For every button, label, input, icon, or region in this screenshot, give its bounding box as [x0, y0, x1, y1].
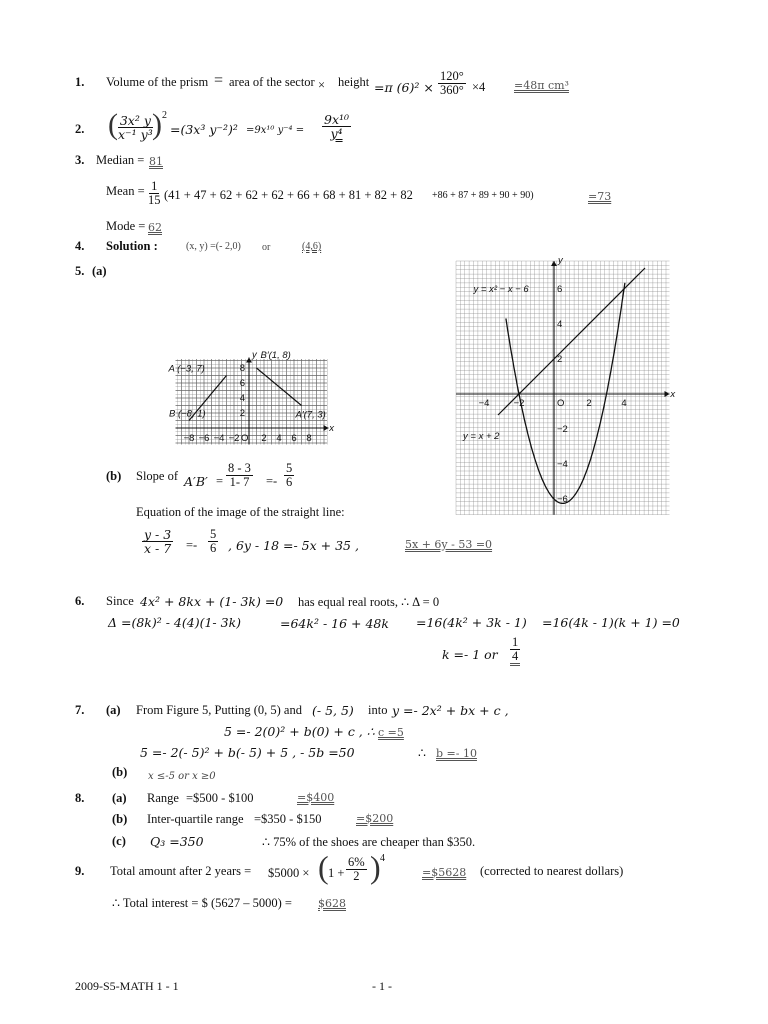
- graph2-curve-label: y = x² − x − 6: [473, 284, 529, 295]
- graph-reflection: [102, 280, 412, 450]
- graph-quadratic: [450, 254, 676, 516]
- graph1-x-tick: −2: [228, 433, 240, 444]
- q8-number: 8.: [75, 791, 85, 805]
- q1-number: 1.: [75, 75, 85, 89]
- q3-median-label: Median =: [96, 153, 145, 167]
- graph2-grid: [456, 261, 670, 515]
- q9-note: (corrected to nearest dollars): [480, 864, 624, 878]
- graph2-line-label: y = x + 2: [463, 431, 500, 442]
- graph2-y-tick: −2: [557, 424, 568, 435]
- q8-b-text: Inter-quartile range: [147, 812, 244, 826]
- q6-delta: Δ =(8k)² - 4(4)(1- 3k): [108, 615, 242, 630]
- q3-median-value: 81: [149, 155, 163, 168]
- q2-rparen: ): [152, 108, 162, 141]
- graph1-x-tick: −4: [213, 433, 225, 444]
- q6-delta4: =16(4k - 1)(k + 1) =0: [542, 615, 680, 630]
- graph1-y-tick: 2: [239, 408, 245, 419]
- graph2-y-tick: −4: [557, 459, 568, 470]
- graph1-x-tick: 2: [261, 433, 267, 444]
- q5-part-b: (b): [106, 469, 122, 483]
- q7-b-answer: b =- 10: [436, 747, 477, 760]
- q9-number: 9.: [75, 864, 85, 878]
- graph1-point-label: B′(1, 8): [260, 350, 291, 361]
- q8-part-a: (a): [112, 791, 127, 805]
- q7-part-b: (b): [112, 765, 128, 779]
- q5-eq-mid: =-: [186, 538, 198, 552]
- q7-b-text: x ≤-5 or x ≥0: [148, 771, 216, 782]
- q8-a-answer: =$400: [297, 791, 335, 804]
- graph2-x-label: x: [670, 389, 676, 400]
- q2-ans-num: 9x¹⁰: [324, 112, 350, 127]
- q5-number: 5.: [75, 264, 85, 278]
- graph1-x-tick: 6: [291, 433, 297, 444]
- graph1-x-label: x: [329, 423, 334, 434]
- q5-eq-lhs-num: y - 3: [144, 527, 172, 542]
- q9-frac-num: 6%: [348, 855, 365, 869]
- q3-mean-frac: [146, 180, 163, 207]
- q6-expr: 4x² + 8kx + (1- 3k) =0: [140, 594, 284, 609]
- q9-interest-answer: $628: [318, 897, 346, 910]
- q8-b-expr: =$350 - $150: [254, 812, 322, 826]
- q5-slope-result: [284, 462, 294, 489]
- q8-part-b: (b): [112, 812, 128, 826]
- q2-lparen: (: [108, 108, 118, 141]
- q5-equation-label: Equation of the image of the straight line:: [136, 505, 345, 519]
- q7-point: (- 5, 5): [312, 703, 354, 718]
- q4-solution2: (4,6): [302, 241, 322, 252]
- q9-expr: $5000 ×: [268, 866, 310, 880]
- graph2-x-tick: −4: [478, 398, 490, 409]
- q7-c-answer: c =5: [378, 726, 404, 739]
- graph2-x-tick: 4: [621, 398, 627, 409]
- graph1-point-label: A (−3, 7): [168, 363, 205, 375]
- q5-slope-res-num: 5: [286, 461, 293, 475]
- q9-lparen: (: [318, 849, 329, 885]
- q9-text: Total amount after 2 years =: [110, 864, 252, 878]
- q7-text: From Figure 5, Putting (0, 5) and: [136, 703, 302, 717]
- q1-answer: =48π cm³: [514, 79, 569, 92]
- q2-number: 2.: [75, 122, 85, 136]
- q4-solution1: (x, y) =(- 2,0): [186, 241, 241, 252]
- q3-mode-value: 62: [148, 221, 162, 234]
- q9-interest: ∴ Total interest = $ (5627 – 5000) =: [112, 896, 292, 910]
- q9-answer: =$5628: [422, 866, 467, 879]
- q5-eq-mid-den: 6: [210, 541, 217, 556]
- graph1-x-tick: −8: [183, 433, 195, 444]
- q1-fraction: [438, 70, 466, 97]
- footer-code: 2009-S5-MATH 1 - 1: [75, 979, 179, 993]
- graph2-origin: O: [557, 398, 565, 409]
- q2-lhs-den: x⁻¹ y³: [118, 127, 153, 143]
- q2-ans-den: y⁴: [330, 126, 343, 142]
- q5-part-a: (a): [92, 264, 107, 278]
- graph1-x-tick: 4: [276, 433, 282, 444]
- q6-k-frac: [510, 636, 520, 666]
- q8-c-expr: Q₃ =350: [150, 834, 204, 849]
- q7-part-a: (a): [106, 703, 121, 717]
- graph2-y-arrow: [551, 261, 557, 266]
- q2-lhs-num: 3x² y: [119, 113, 151, 128]
- graph1-y-tick: 6: [239, 378, 245, 389]
- q2-mid2: =9x¹⁰ y⁻⁴ =: [246, 125, 305, 136]
- q3-mean-label: Mean =: [106, 184, 145, 198]
- q5-eq-mid-frac: [208, 528, 218, 555]
- q6-k-num: 1: [512, 635, 519, 649]
- q1-tail: ×4: [472, 80, 486, 94]
- q5-eq-answer: 5x + 6y - 53 =0: [405, 538, 493, 551]
- q1-frac-den: 360°: [440, 83, 464, 98]
- q5-eq-lhs: [142, 528, 173, 555]
- graph2-y-tick: 4: [557, 319, 563, 330]
- q2-sup: 2: [162, 110, 167, 121]
- q5-slope-eq: =-: [266, 474, 278, 488]
- q6-number: 6.: [75, 594, 85, 608]
- q3-number: 3.: [75, 153, 85, 167]
- q6-k: k =- 1 or: [442, 647, 498, 662]
- graph1-origin: O: [241, 433, 249, 444]
- q4-number: 4.: [75, 239, 85, 253]
- q8-a-expr: =$500 - $100: [186, 791, 254, 805]
- graph2-x-tick: −2: [513, 398, 525, 409]
- graph2-plots: [498, 268, 645, 503]
- q7-line2: 5 =- 2(0)² + b(0) + c , ∴: [224, 724, 375, 739]
- q9-frac-den: 2: [353, 869, 360, 884]
- q6-k-den: 4: [512, 649, 519, 664]
- graph1-point-label: A′(7, 3): [295, 409, 326, 421]
- q1-height: height: [338, 75, 370, 89]
- q6-delta2: =64k² - 16 + 48k: [280, 616, 389, 631]
- q8-c-text: ∴ 75% of the shoes are cheaper than $350.: [262, 835, 476, 849]
- graph1-y-label: y: [252, 349, 257, 361]
- q9-rparen: ): [370, 849, 381, 885]
- graph1-y-tick: 4: [239, 393, 245, 404]
- q8-part-c: (c): [112, 834, 126, 848]
- graph2-x-arrow: [665, 391, 670, 397]
- q9-frac: [346, 856, 367, 883]
- q5-slope-frac: [226, 462, 253, 489]
- q3-mean-expr: (41 + 47 + 62 + 62 + 62 + 66 + 68 + 81 + 82 + 82: [164, 188, 413, 202]
- q5-slope-label: Slope of: [136, 469, 179, 483]
- q1-eq: =: [214, 72, 224, 89]
- q5-slope-res-den: 6: [286, 475, 293, 490]
- q5-slope-frac-den: 1- 7: [229, 475, 250, 490]
- graph1-y-tick: 8: [239, 363, 245, 374]
- q1-text2: area of the sector: [229, 75, 315, 89]
- q8-b-answer: =$200: [356, 812, 394, 825]
- q1-text: Volume of the prism: [106, 75, 209, 89]
- q9-paren-a: 1 +: [328, 866, 345, 880]
- q1-expr: =π (6)² ×: [374, 80, 434, 95]
- q3-mean-expr2: +86 + 87 + 89 + 90 + 90): [432, 190, 534, 201]
- q4-or: or: [262, 242, 271, 253]
- graph2-y-tick: 2: [557, 354, 563, 365]
- q2-answer: [322, 113, 351, 140]
- graph1-point-label: B (−8, 1): [169, 408, 206, 420]
- q3-mean-frac-den: 15: [148, 193, 161, 208]
- q7-equation: y =- 2x² + bx + c ,: [392, 703, 509, 718]
- graph1-x-tick: 8: [306, 433, 312, 444]
- q5-slope-seg: A′B′: [184, 474, 208, 489]
- q5-eq-lhs-den: x - 7: [144, 541, 172, 557]
- footer-page: - 1 -: [372, 979, 392, 993]
- q8-a-text: Range: [147, 791, 179, 805]
- q6-roots: has equal real roots, ∴ Δ = 0: [298, 595, 440, 609]
- q7-into: into: [368, 703, 388, 717]
- q6-delta3: =16(4k² + 3k - 1): [416, 615, 527, 630]
- q5-slope-eq1: =: [216, 474, 224, 488]
- q5-eq-rest: , 6y - 18 =- 5x + 35 ,: [228, 538, 359, 553]
- q6-since: Since: [106, 594, 134, 608]
- q9-power: 4: [380, 853, 385, 864]
- q3-mean-frac-num: 1: [151, 179, 158, 193]
- graph1-x-tick: −6: [198, 433, 210, 444]
- graph2-y-tick: 6: [557, 284, 563, 295]
- q7-line3: 5 =- 2(- 5)² + b(- 5) + 5 , - 5b =50: [140, 745, 355, 760]
- q4-label: Solution :: [106, 239, 158, 253]
- q5-eq-mid-num: 5: [210, 527, 217, 541]
- q2-mid: =(3x³ y⁻²)²: [170, 122, 238, 137]
- graph2-y-label: y: [558, 254, 563, 266]
- q1-frac-num: 120°: [440, 69, 464, 83]
- q3-mean-value: =73: [588, 190, 612, 203]
- q3-mode-label: Mode =: [106, 219, 146, 233]
- q1-times: ×: [318, 78, 326, 92]
- q7-therefore: ∴: [418, 746, 426, 760]
- q7-number: 7.: [75, 703, 85, 717]
- q2-lhs: [116, 114, 155, 141]
- q5-slope-frac-num: 8 - 3: [228, 461, 251, 475]
- graph2-x-tick: 2: [586, 398, 592, 409]
- graph2-y-tick: −6: [557, 494, 568, 505]
